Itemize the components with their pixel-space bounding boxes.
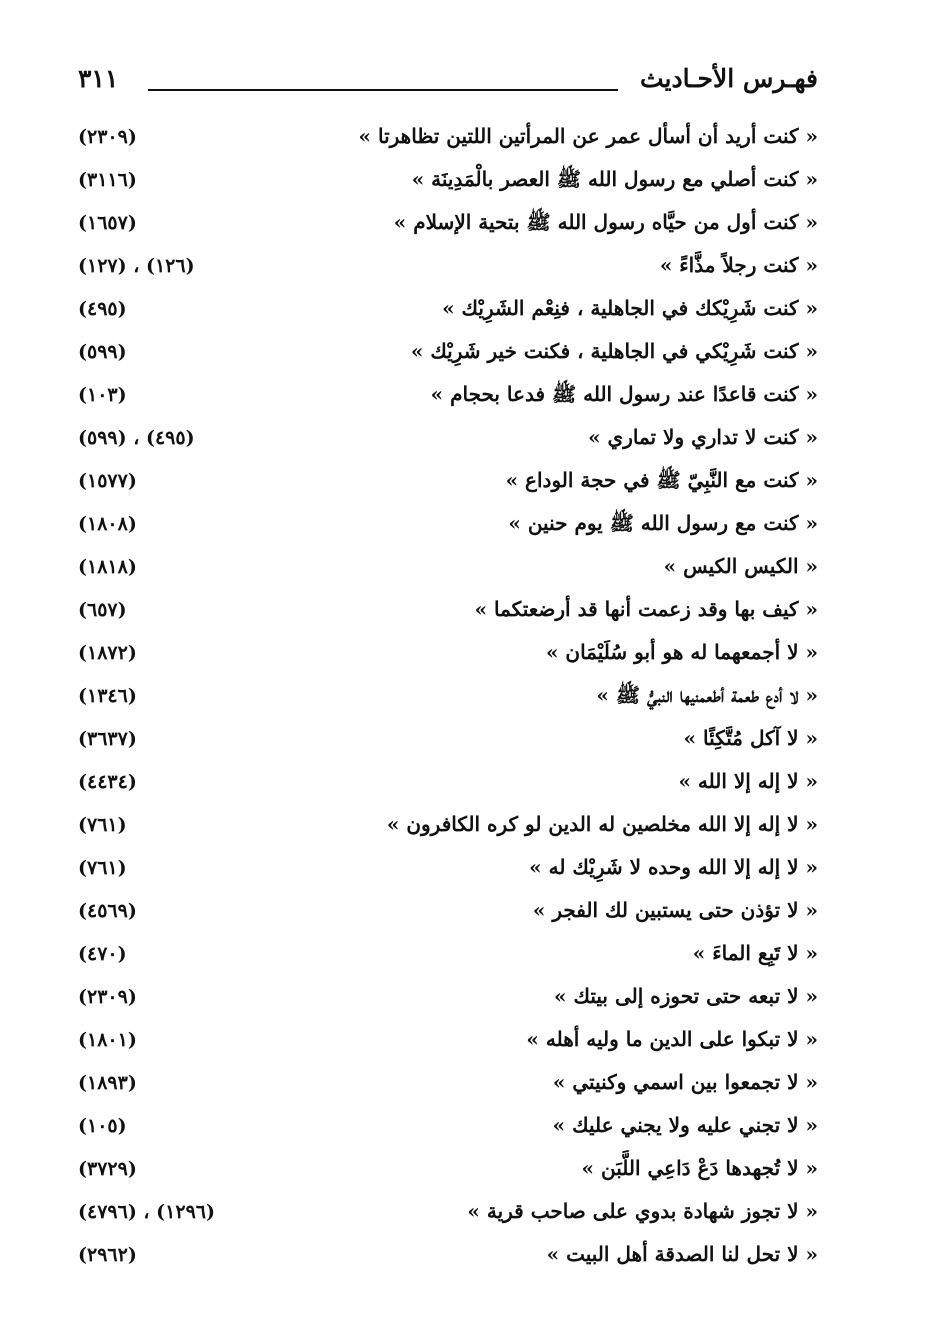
hadith-text: « كنت أصلي مع رسول الله ﷺ العصر بالْمَدِينَة »: [411, 167, 818, 191]
hadith-text: « لا أدع طعمة أطعمنيها النبيُّ ﷺ »: [596, 683, 818, 707]
page-header: [78, 64, 818, 104]
hadith-text: « كنت أول من حيَّاه رسول الله ﷺ بتحية الإسلام »: [393, 210, 818, 234]
hadith-text: « لا تبكوا على الدين ما وليه أهله »: [526, 1027, 818, 1051]
hadith-reference: (٤٩٥) ، (٥٩٩): [78, 427, 195, 449]
hadith-text: « لا تُجهدها دَعْ دَاعِي اللَّبَن »: [581, 1156, 818, 1180]
header-rule: [148, 89, 618, 91]
index-entry: [78, 937, 818, 980]
index-entry: [78, 636, 818, 679]
hadith-reference: (٥٩٩): [78, 341, 127, 363]
hadith-text: « كنت مع النَّبِيّ ﷺ في حجة الوداع »: [505, 468, 818, 492]
hadith-text: « لا تجمعوا بين اسمي وكنيتي »: [552, 1070, 818, 1094]
hadith-reference: (١٨٠٨): [78, 513, 137, 535]
hadith-reference: (١٨٧٢): [78, 642, 137, 664]
hadith-reference: (٤٧٠): [78, 943, 127, 965]
page-number: ٣١١: [78, 64, 119, 93]
index-entry: [78, 1109, 818, 1152]
index-entry: [78, 206, 818, 249]
hadith-reference: (١٨١٨): [78, 556, 137, 578]
hadith-text: « لا تَبِع الماءَ »: [692, 941, 818, 965]
hadith-index-list: [78, 120, 818, 1281]
index-entry: [78, 1023, 818, 1066]
index-entry: [78, 980, 818, 1023]
hadith-text: « كنت لا تداري ولا تماري »: [588, 425, 818, 449]
hadith-text: « كنت شَرِيْكك في الجاهلية ، فنِعْم الشَرِيْك »: [442, 296, 818, 320]
index-entry: [78, 464, 818, 507]
hadith-reference: (٣٦٣٧): [78, 728, 137, 750]
hadith-reference: (٢٣٠٩): [78, 986, 137, 1008]
hadith-reference: (٤٤٣٤): [78, 771, 137, 793]
index-entry: [78, 1238, 818, 1281]
hadith-text: « الكيس الكيس »: [663, 554, 818, 578]
hadith-text: « كنت أريد أن أسأل عمر عن المرأتين اللتين تظاهرتا »: [358, 124, 818, 148]
index-entry: [78, 1152, 818, 1195]
index-entry: [78, 163, 818, 206]
hadith-reference: (١٨٠١): [78, 1029, 137, 1051]
index-entry: [78, 249, 818, 292]
hadith-reference: (١٢٦) ، (١٢٧): [78, 255, 195, 277]
index-entry: [78, 894, 818, 937]
hadith-reference: (٢٩٦٢): [78, 1244, 137, 1266]
index-entry: [78, 593, 818, 636]
hadith-reference: (١٠٥): [78, 1115, 127, 1137]
hadith-text: « كنت قاعدًا عند رسول الله ﷺ فدعا بحجام »: [430, 382, 818, 406]
hadith-reference: (٤٩٥): [78, 298, 127, 320]
index-entry: [78, 550, 818, 593]
hadith-text: « لا أجمعهما له هو أبو سُلَيْمَان »: [545, 640, 818, 664]
hadith-reference: (١٠٣): [78, 384, 127, 406]
hadith-reference: (٢٣٠٩): [78, 126, 137, 148]
hadith-text: « كنت مع رسول الله ﷺ يوم حنين »: [508, 511, 818, 535]
hadith-reference: (٦٥٧): [78, 599, 127, 621]
hadith-reference: (٧٦١): [78, 857, 127, 879]
hadith-text: « كنت شَرِيْكي في الجاهلية ، فكنت خير شَرِيْك »: [410, 339, 818, 363]
hadith-text: « كنت رجلاً مذَّاءً »: [659, 253, 818, 277]
hadith-reference: (١٣٤٦): [78, 685, 137, 707]
index-entry: [78, 120, 818, 163]
hadith-text: « لا تبعه حتى تحوزه إلى بيتك »: [554, 984, 818, 1008]
hadith-reference: (٣٧٢٩): [78, 1158, 137, 1180]
index-entry: [78, 421, 818, 464]
hadith-reference: (١٢٩٦) ، (٤٧٩٦): [78, 1201, 215, 1223]
hadith-reference: (٤٥٦٩): [78, 900, 137, 922]
index-entry: [78, 292, 818, 335]
index-entry: [78, 679, 818, 722]
hadith-text: « لا إله إلا الله وحده لا شَرِيْك له »: [529, 855, 818, 879]
index-entry: [78, 335, 818, 378]
hadith-text: « لا إله إلا الله »: [678, 769, 818, 793]
hadith-text: « لا تجني عليه ولا يجني عليك »: [552, 1113, 818, 1137]
hadith-reference: (٧٦١): [78, 814, 127, 836]
hadith-text: « لا تؤذن حتى يستبين لك الفجر »: [532, 898, 818, 922]
index-entry: [78, 378, 818, 421]
hadith-text: « لا تحل لنا الصدقة أهل البيت »: [546, 1242, 818, 1266]
hadith-text: « لا إله إلا الله مخلصين له الدين لو كره الكافرون »: [386, 812, 818, 836]
index-entry: [78, 1195, 818, 1238]
index-entry: [78, 765, 818, 808]
hadith-reference: (٣١١٦): [78, 169, 137, 191]
hadith-text: « كيف بها وقد زعمت أنها قد أرضعتكما »: [474, 597, 818, 621]
page-title: فهـرس الأحـاديث: [639, 64, 818, 93]
hadith-reference: (١٥٧٧): [78, 470, 137, 492]
hadith-reference: (١٨٩٣): [78, 1072, 137, 1094]
index-entry: [78, 1066, 818, 1109]
index-entry: [78, 722, 818, 765]
hadith-text: « لا آكل مُتَّكِئًا »: [683, 726, 818, 750]
index-entry: [78, 808, 818, 851]
hadith-text: « لا تجوز شهادة بدوي على صاحب قرية »: [467, 1199, 818, 1223]
index-entry: [78, 507, 818, 550]
index-entry: [78, 851, 818, 894]
hadith-reference: (١٦٥٧): [78, 212, 137, 234]
